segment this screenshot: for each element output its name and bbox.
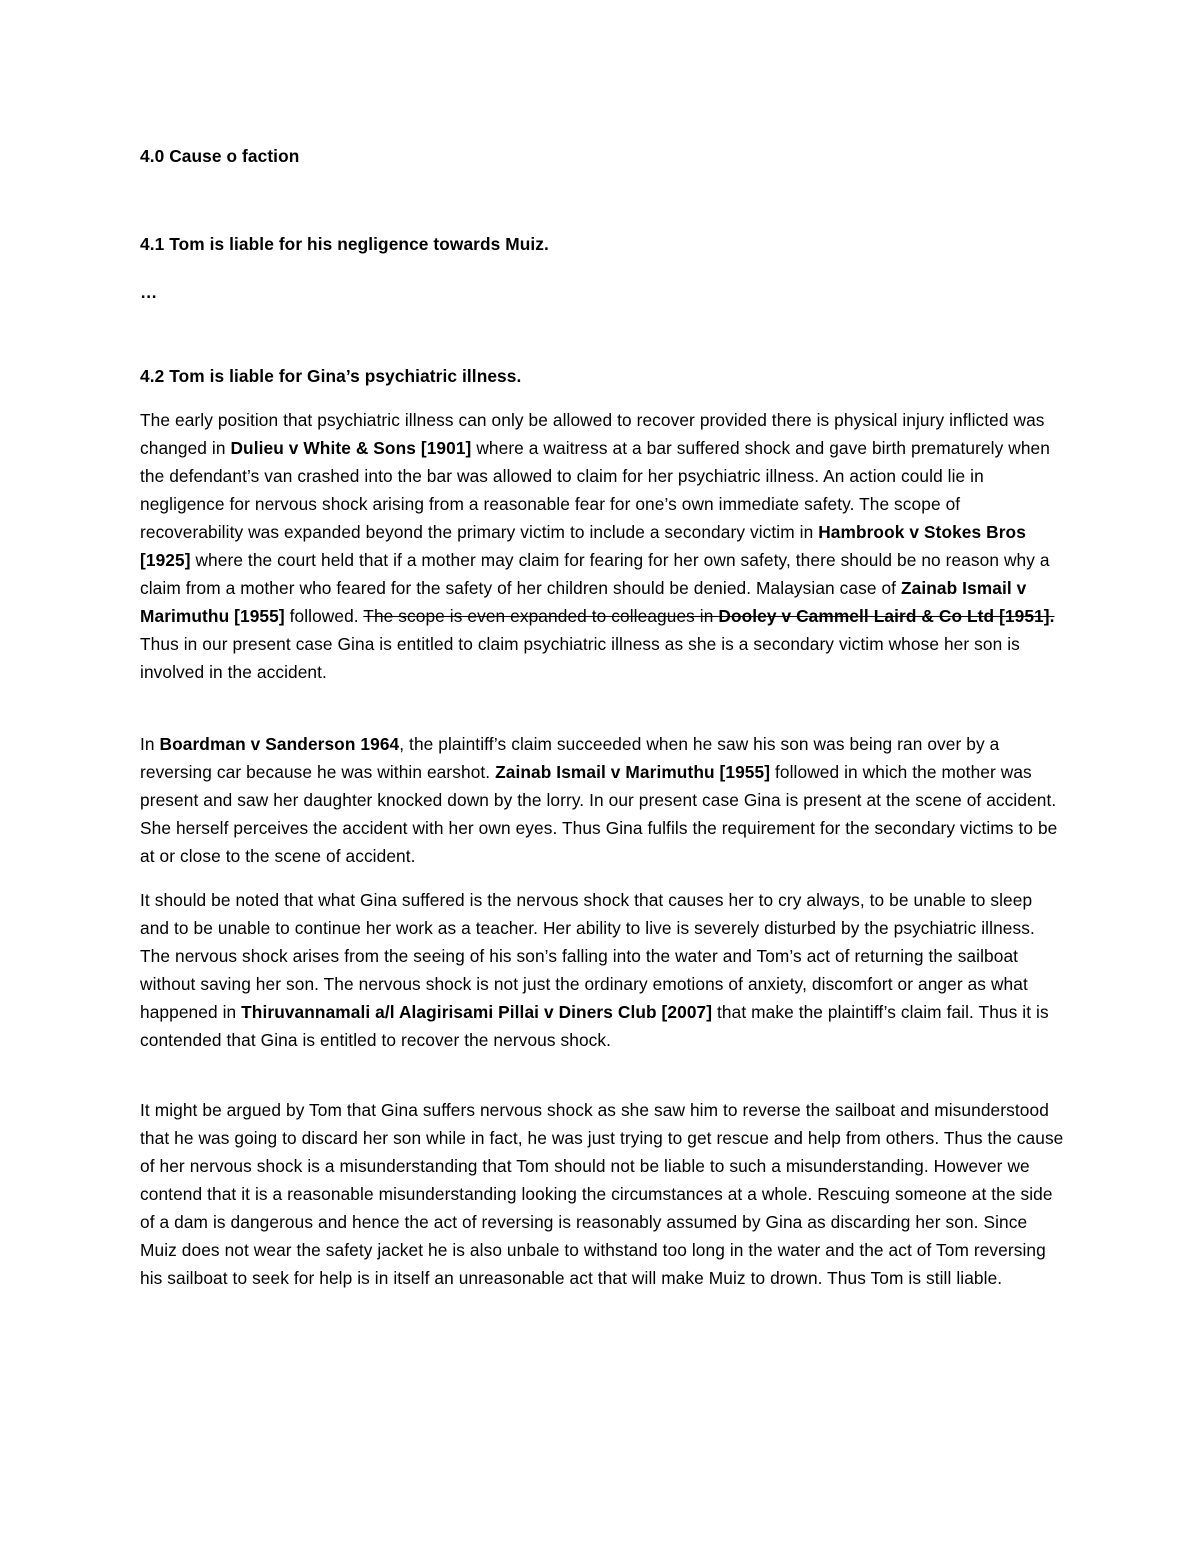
case-citation: Zainab Ismail v Marimuthu [1955]	[140, 578, 1027, 626]
case-citation: Hambrook v Stokes Bros [1925]	[140, 522, 1026, 570]
paragraph-1-text-5: Thus in our present case Gina is entitled to claim psychiatric illness as she is a secondary victim whose her son is involved in the accident.	[140, 634, 1020, 682]
struck-text: The scope is even expanded to colleagues in	[363, 606, 719, 626]
heading-4-2: 4.2 Tom is liable for Gina’s psychiatric illness.	[140, 366, 522, 386]
paragraph-1-text-3: where the court held that if a mother may claim for fearing for her own safety, there should be no reason why a claim from a mother who feared for the safety of her children should be denied. Malaysian case of	[140, 550, 1050, 598]
paragraph-1	[140, 406, 1065, 686]
heading-4-0: 4.0 Cause o faction	[140, 146, 300, 166]
struck-case-citation: Dooley v Cammell Laird & Co Ltd [1951].	[718, 606, 1055, 626]
paragraph-4	[140, 1096, 1065, 1292]
paragraph-2-text-2: , the plaintiff’s claim succeeded when he saw his son was being ran over by a reversing car because he was within earshot.	[140, 734, 1000, 782]
ellipsis: …	[140, 282, 158, 302]
case-citation: Dulieu v White & Sons [1901]	[230, 438, 472, 458]
paragraph-2	[140, 730, 1065, 870]
case-citation: Boardman v Sanderson 1964	[159, 734, 400, 754]
case-citation: Zainab Ismail v Marimuthu [1955]	[495, 762, 771, 782]
case-citation: Thiruvannamali a/l Alagirisami Pillai v Diners Club [2007]	[241, 1002, 713, 1022]
paragraph-3-text-2: that make the plaintiff’s claim fail. Thus it is contended that Gina is entitled to recover the nervous shock.	[140, 1002, 1049, 1050]
paragraph-2-text-3: followed in which the mother was present and saw her daughter knocked down by the lorry. In our present case Gina is present at the scene of accident. She herself perceives the accident with her own eyes. Thus Gina fulfils the requirement for the secondary victims to be at or close to the scene of accident.	[140, 762, 1058, 866]
paragraph-1-text-2: where a waitress at a bar suffered shock and gave birth prematurely when the defendant’s van crashed into the bar was allowed to claim for her psychiatric illness. An action could lie in negligence for nervous shock arising from a reasonable fear for one’s own immediate safety. The scope of recoverability was expanded beyond the primary victim to include a secondary victim in	[140, 438, 1050, 542]
heading-4-1: 4.1 Tom is liable for his negligence towards Muiz.	[140, 234, 549, 254]
paragraph-3-text-1: It should be noted that what Gina suffered is the nervous shock that causes her to cry always, to be unable to sleep and to be unable to continue her work as a teacher. Her ability to live is severely disturbed by the psychiatric illness. The nervous shock arises from the seeing of his son’s falling into the water and Tom’s act of returning the sailboat without saving her son. The nervous shock is not just the ordinary emotions of anxiety, discomfort or anger as what happened in	[140, 890, 1035, 1022]
paragraph-2-text-1: In	[140, 734, 160, 754]
paragraph-1-text-4: followed.	[284, 606, 364, 626]
paragraph-3	[140, 886, 1065, 1054]
paragraph-1-text-1: The early position that psychiatric illness can only be allowed to recover provided there is physical injury inflicted was changed in	[140, 410, 1045, 458]
paragraph-4-text-1: It might be argued by Tom that Gina suffers nervous shock as she saw him to reverse the sailboat and misunderstood that he was going to discard her son while in fact, he was just trying to get rescue and help from others. Thus the cause of her nervous shock is a misunderstanding that Tom should not be liable to such a misunderstanding. However we contend that it is a reasonable misunderstanding looking the circumstances at a whole. Rescuing someone at the side of a dam is dangerous and hence the act of reversing is reasonably assumed by Gina as discarding her son. Since Muiz does not wear the safety jacket he is also unbale to withstand too long in the water and the act of Tom reversing his sailboat to seek for help is in itself an unreasonable act that will make Muiz to drown. Thus Tom is still liable.	[140, 1100, 1064, 1288]
